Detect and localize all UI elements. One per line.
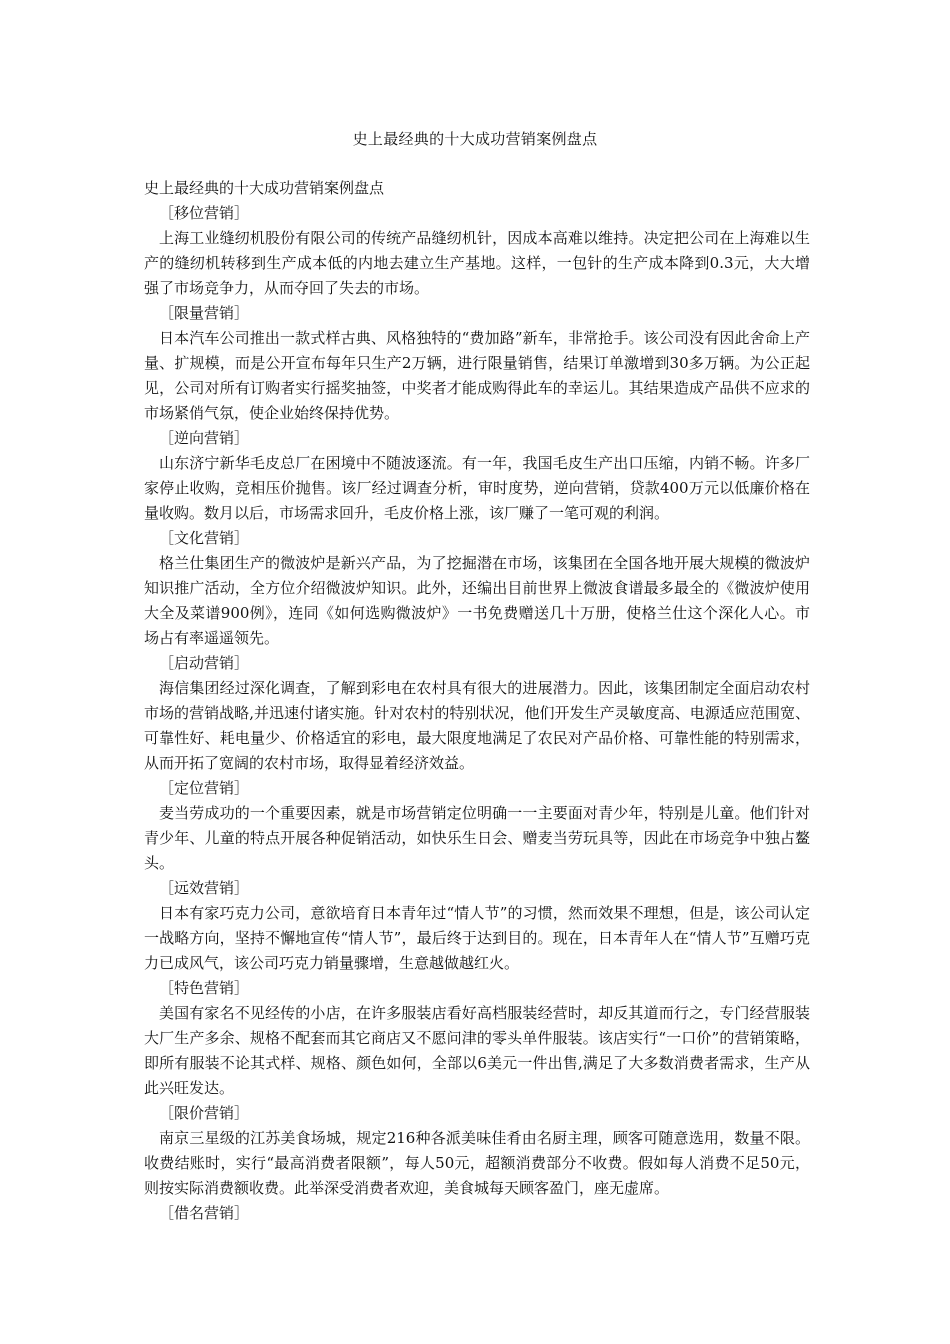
section-relocation-marketing [144, 201, 810, 301]
section-launch-marketing [144, 651, 810, 776]
section-heading: ［移位营销］ [159, 204, 250, 222]
document-title: 史上最经典的十大成功营销案例盘点 [352, 130, 598, 148]
section-body: 日本汽车公司推出一款式样古典、风格独特的“费加路”新车，非常抢手。该公司没有因此舍命上产量、扩规模，而是公开宣布每年只生产2万辆，进行限量销售，结果订单激增到30多万辆。为公正起见，公司对所有订购者实行摇奖抽签，中奖者才能成购得此车的幸运儿。其结果造成产品供不应求的市场紧俏气氛，使企业始终保持优势。 [144, 329, 810, 422]
section-reverse-marketing [144, 426, 810, 526]
section-positioning-marketing [144, 776, 810, 876]
section-price-cap-marketing [144, 1101, 810, 1201]
section-body: 山东济宁新华毛皮总厂在困境中不随波逐流。有一年，我国毛皮生产出口压缩，内销不畅。许多厂家停止收购，竞相压价抛售。该厂经过调查分析，审时度势，逆向营销，贷款400万元以低廉价格在量收购。数月以后，市场需求回升，毛皮价格上涨，该厂赚了一笔可观的利润。 [144, 454, 810, 522]
document-subtitle: 史上最经典的十大成功营销案例盘点 [144, 179, 385, 197]
section-body: 海信集团经过深化调查，了解到彩电在农村具有很大的进展潜力。因此，该集团制定全面启动农村市场的营销战略,并迅速付诸实施。针对农村的特别状况，他们开发生产灵敏度高、电源适应范围宽、可靠性好、耗电量少、价格适宜的彩电，最大限度地满足了农民对产品价格、可靠性能的特别需求，从而开拓了宽阔的农村市场，取得显着经济效益。 [144, 679, 810, 772]
section-heading: ［文化营销］ [159, 529, 250, 547]
section-feature-marketing [144, 976, 810, 1101]
section-heading: ［远效营销］ [159, 879, 250, 897]
section-body: 日本有家巧克力公司，意欲培育日本青年过“情人节”的习惯，然而效果不理想，但是，该公司认定一战略方向，坚持不懈地宣传“情人节”，最后终于达到目的。现在，日本青年人在“情人节”互赠巧克力已成风气，该公司巧克力销量骤增，生意越做越红火。 [144, 904, 810, 972]
section-heading: ［借名营销］ [159, 1204, 250, 1222]
section-heading: ［启动营销］ [159, 654, 250, 672]
section-body: 麦当劳成功的一个重要因素，就是市场营销定位明确一一主要面对青少年，特别是儿童。他们针对青少年、儿童的特点开展各种促销活动，如快乐生日会、赠麦当劳玩具等，因此在市场竞争中独占鳌头。 [144, 804, 810, 872]
section-heading: ［逆向营销］ [159, 429, 250, 447]
section-heading: ［限量营销］ [159, 304, 250, 322]
document-content [144, 176, 810, 1226]
section-heading: ［限价营销］ [159, 1104, 250, 1122]
section-long-term-marketing [144, 876, 810, 976]
section-culture-marketing [144, 526, 810, 651]
section-body: 美国有家名不见经传的小店，在许多服装店看好高档服装经营时，却反其道而行之，专门经营服装大厂生产多余、规格不配套而其它商店又不愿问津的零头单件服装。该店实行“一口价”的营销策略，即所有服装不论其式样、规格、颜色如何，全部以6美元一件出售,满足了大多数消费者需求，生产从此兴旺发达。 [144, 1004, 810, 1097]
section-body: 上海工业缝纫机股份有限公司的传统产品缝纫机针，因成本高难以维持。决定把公司在上海难以生产的缝纫机转移到生产成本低的内地去建立生产基地。这样，一包针的生产成本降到0.3元，大大增强了市场竞争力，从而夺回了失去的市场。 [144, 229, 810, 297]
section-body: 南京三星级的江苏美食场城，规定216种各派美味佳肴由名厨主理，顾客可随意选用，数量不限。收费结账时，实行“最高消费者限额”，每人50元，超额消费部分不收费。假如每人消费不足50元，则按实际消费额收费。此举深受消费者欢迎，美食城每天顾客盈门，座无虚席。 [144, 1129, 810, 1197]
section-heading: ［特色营销］ [159, 979, 250, 997]
section-heading: ［定位营销］ [159, 779, 250, 797]
section-limited-marketing [144, 301, 810, 426]
section-body: 格兰仕集团生产的微波炉是新兴产品，为了挖掘潜在市场，该集团在全国各地开展大规模的微波炉知识推广活动，全方位介绍微波炉知识。此外，还编出目前世界上微波食谱最多最全的《微波炉使用大全及菜谱900例》，连同《如何选购微波炉》一书免费赠送几十万册，使格兰仕这个深化人心。市场占有率遥遥领先。 [144, 554, 810, 647]
section-borrowed-name-marketing [144, 1201, 810, 1226]
